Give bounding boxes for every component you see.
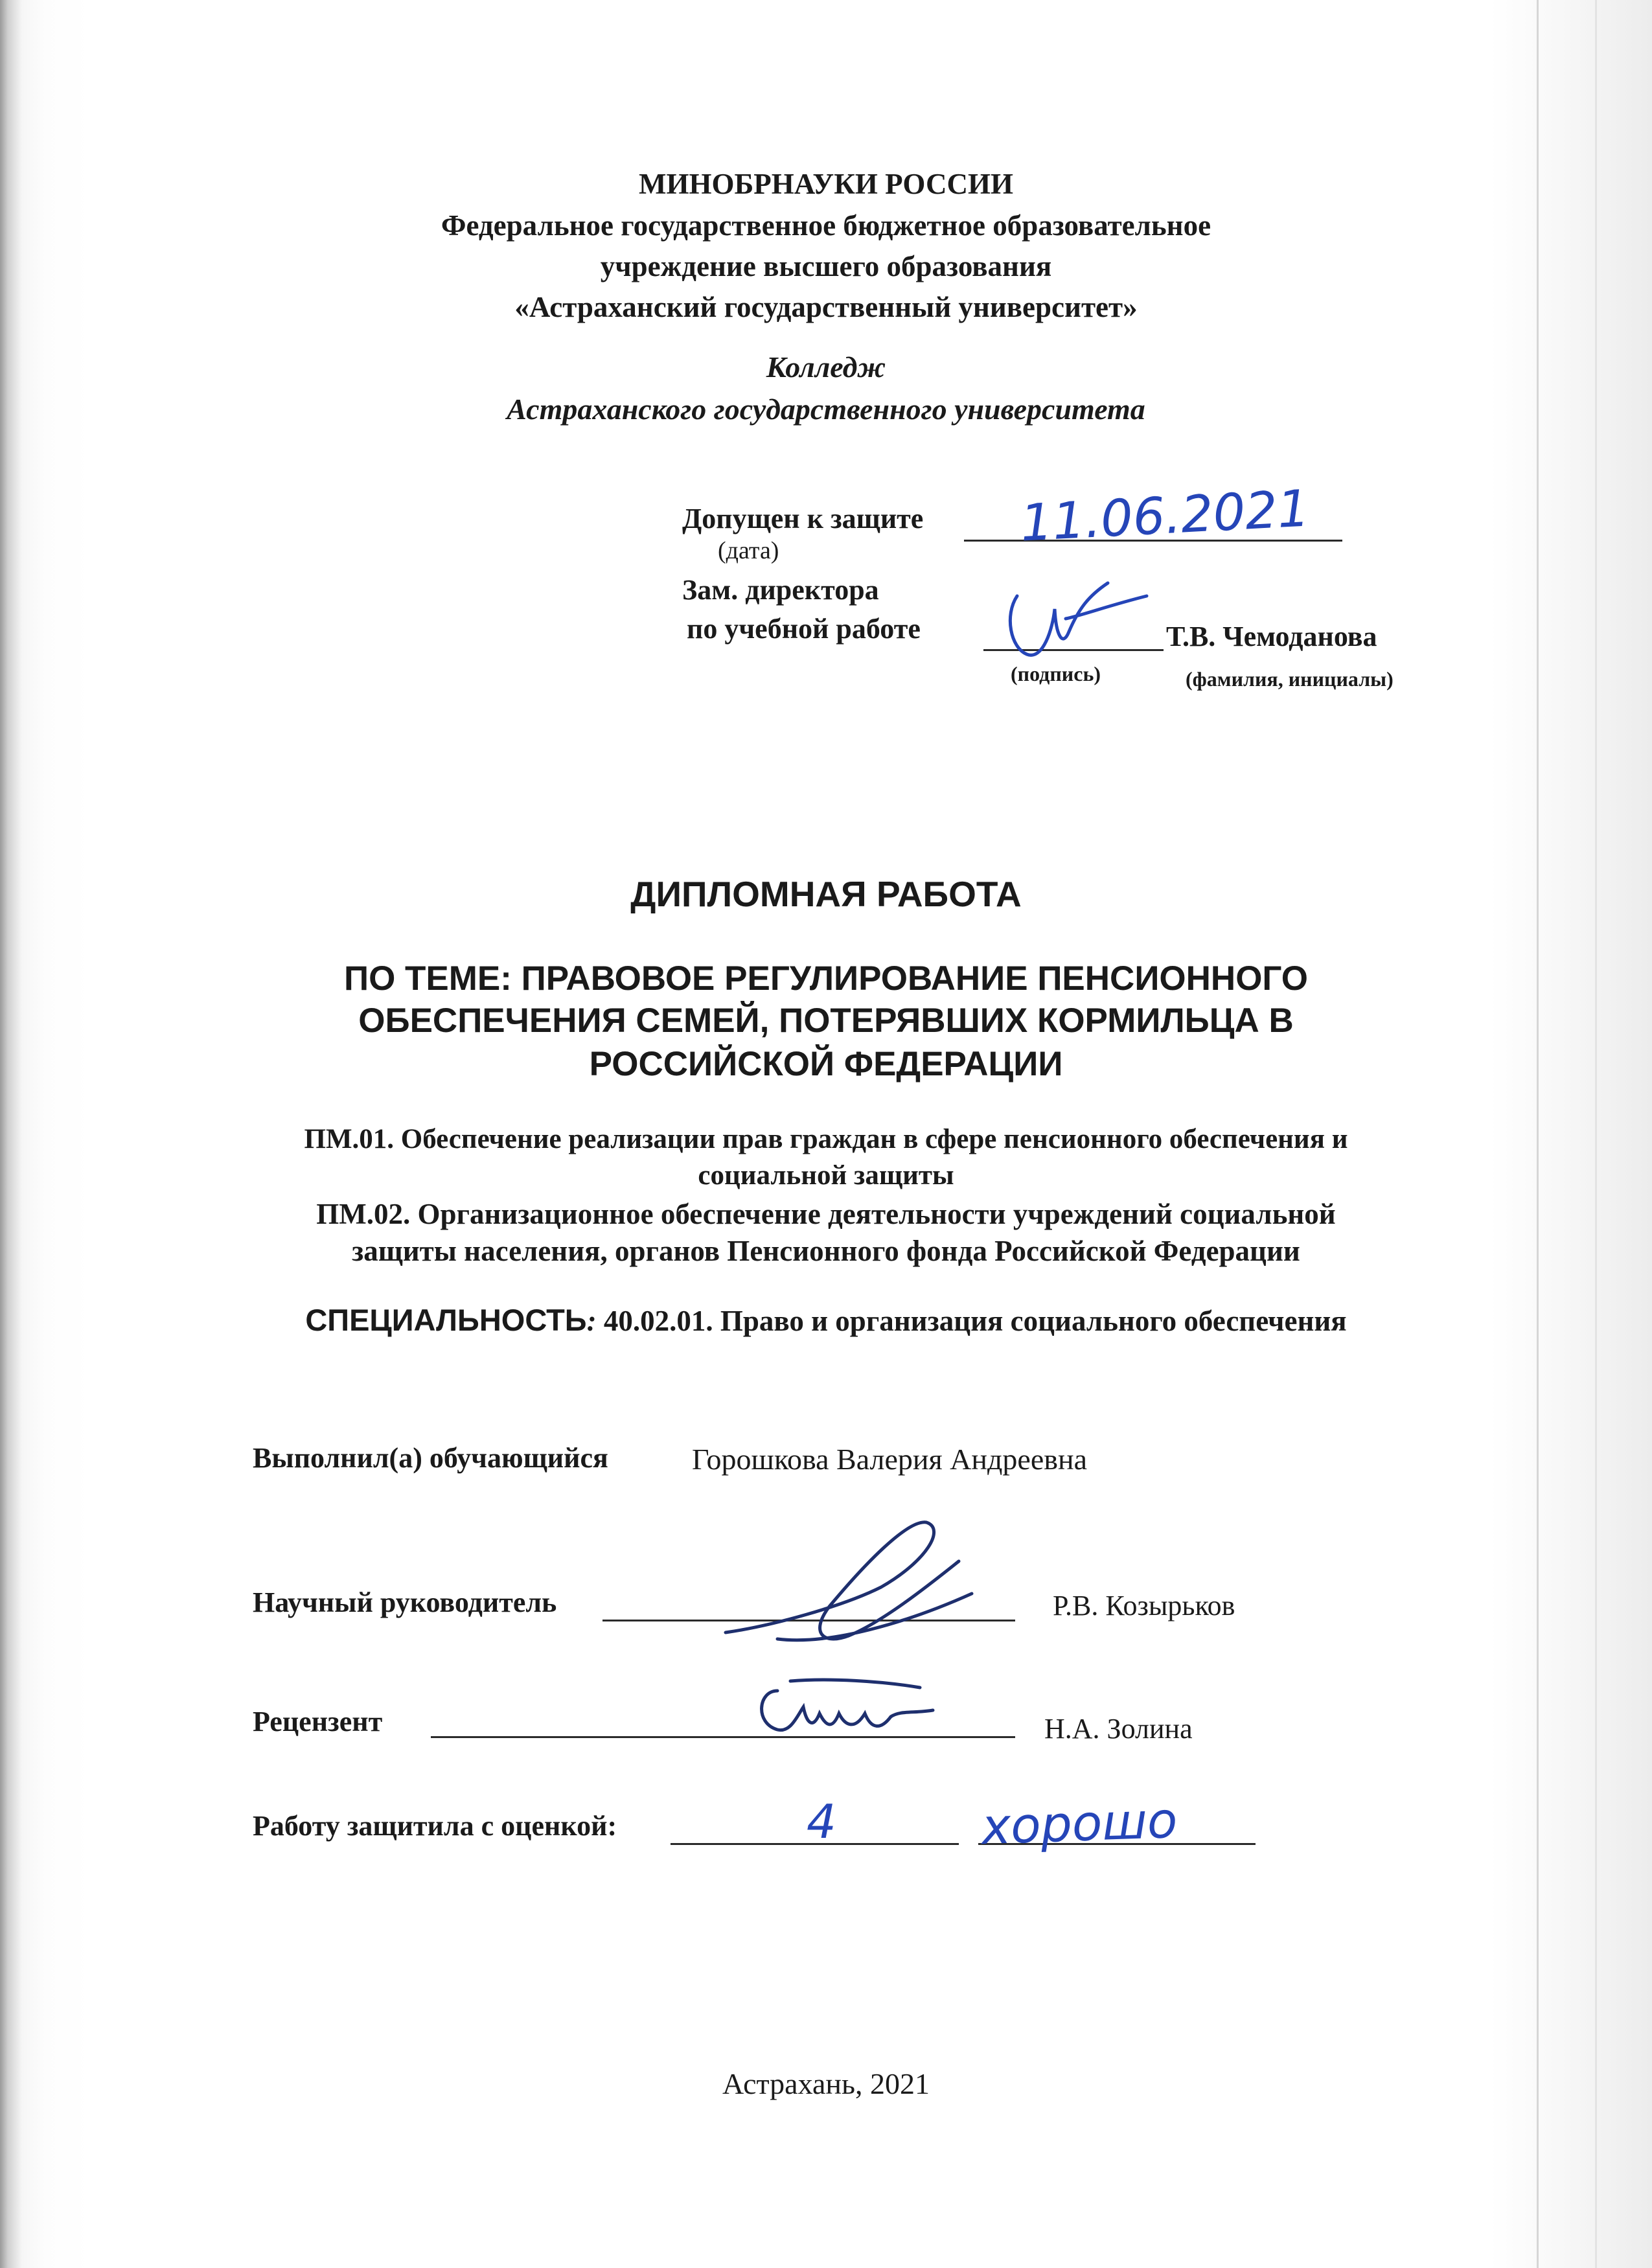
deputy-name: Т.В. Чемоданова [1166,621,1377,652]
supervisor-name: Р.В. Козырьков [1053,1590,1235,1621]
pm01-line-2: социальной защиты [698,1160,954,1191]
college-label: Колледж [766,350,886,384]
topic-line-3: РОССИЙСКОЙ ФЕДЕРАЦИИ [589,1045,1063,1083]
admitted-date-handwritten: 11.06.2021 [1018,479,1311,553]
reviewer-signature-icon [751,1678,946,1756]
pm02-line-2: защиты населения, органов Пенсионного фонда Российской Федерации [352,1235,1300,1267]
student-name: Горошкова Валерия Андреевна [692,1443,1087,1476]
name-caption: (фамилия, инициалы) [1186,667,1394,691]
topic-line-1: ПО ТЕМЕ: ПРАВОВОЕ РЕГУЛИРОВАНИЕ ПЕНСИОННОГО [343,959,1308,998]
reviewer-name: Н.А. Золина [1044,1713,1193,1745]
specialty-separator: : [586,1305,597,1337]
ministry-name: МИНОБРНАУКИ РОССИИ [639,168,1013,200]
date-caption: (дата) [718,537,779,564]
reviewer-label: Рецензент [253,1706,383,1737]
institution-line-1: Федеральное государственное бюджетное образовательное [441,209,1211,242]
grade-word-handwritten: хорошо [980,1791,1178,1856]
city-year: Астрахань, 2021 [722,2067,930,2100]
supervisor-signature-icon [713,1509,985,1665]
supervisor-label: Научный руководитель [253,1586,557,1618]
student-label: Выполнил(а) обучающийся [253,1442,608,1474]
deputy-signature-icon [991,570,1160,667]
academic-work-label: по учебной работе [687,613,921,645]
grade-number-handwritten: 4 [807,1794,836,1849]
pm02-line-1: ПМ.02. Организационное обеспечение деятельности учреждений социальной [316,1198,1336,1230]
signature-caption: (подпись) [1011,662,1101,685]
university-name: «Астраханский государственный университет» [514,291,1138,323]
work-type-title: ДИПЛОМНАЯ РАБОТА [630,874,1022,914]
institution-line-2: учреждение высшего образования [600,250,1052,282]
specialty-value: 40.02.01. Право и организация социального обеспечения [603,1305,1347,1337]
grade-label: Работу защитила с оценкой: [253,1810,617,1842]
admitted-label: Допущен к защите [682,503,924,534]
topic-line-2: ОБЕСПЕЧЕНИЯ СЕМЕЙ, ПОТЕРЯВШИХ КОРМИЛЬЦА В [358,1002,1294,1040]
college-of-university: Астраханского государственного университета [507,393,1145,426]
specialty-label: СПЕЦИАЛЬНОСТЬ [305,1303,587,1337]
deputy-director-label: Зам. директора [682,574,879,606]
specialty-line [0,1302,1652,1338]
pm01-line-1: ПМ.01. Обеспечение реализации прав граждан в сфере пенсионного обеспечения и [304,1124,1348,1154]
